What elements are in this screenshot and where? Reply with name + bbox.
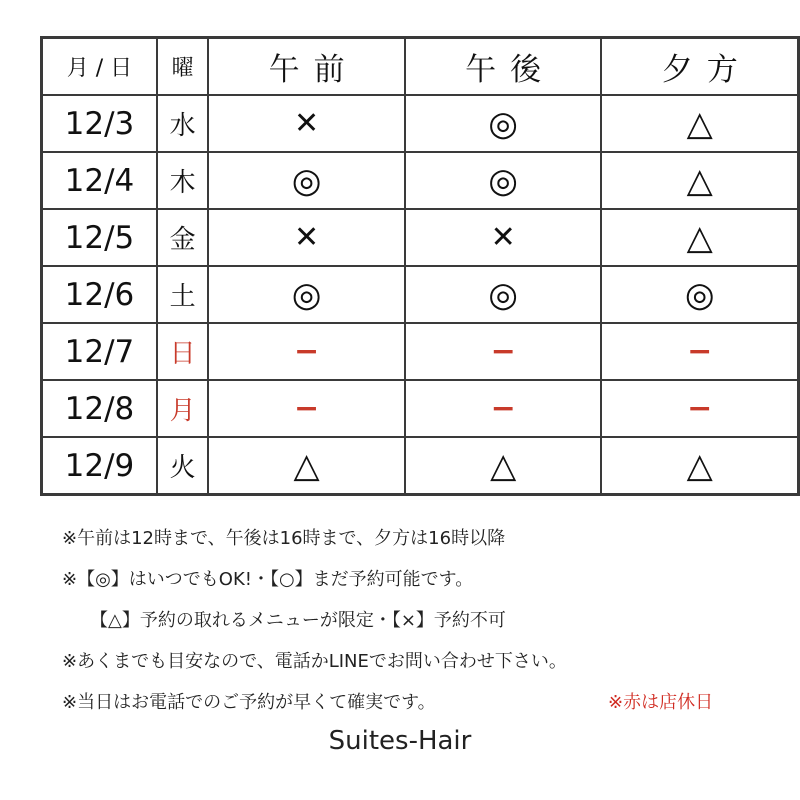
tri-mark-icon: △ (686, 103, 713, 144)
dash-mark-icon: − (490, 333, 516, 369)
row-date: 12/7 (42, 323, 157, 380)
table-row (42, 323, 799, 380)
slot-afternoon (405, 95, 602, 152)
note-contact: ※あくまでも目安なので、電話かLINEでお問い合わせ下さい。 (62, 651, 567, 672)
tri-mark-icon: △ (686, 160, 713, 201)
dash-mark-icon: − (687, 390, 713, 426)
table-row (42, 209, 799, 266)
header-evening: 夕方 (601, 38, 798, 96)
header-afternoon: 午後 (405, 38, 602, 96)
row-weekday: 日 (157, 323, 208, 380)
double-mark-icon: ◎ (291, 160, 322, 201)
double-mark-icon: ◎ (488, 274, 518, 315)
dash-mark-icon: − (490, 390, 516, 426)
slot-afternoon (405, 152, 602, 209)
slot-afternoon (405, 266, 602, 323)
brand-name: Suites-Hair (328, 726, 472, 756)
note-same-day (62, 682, 762, 723)
row-date: 12/9 (42, 437, 157, 495)
row-date: 12/4 (42, 152, 157, 209)
double-mark-icon: ◎ (488, 103, 518, 144)
slot-morning (208, 95, 405, 152)
row-date: 12/6 (42, 266, 157, 323)
row-weekday: 金 (157, 209, 208, 266)
table-row (42, 152, 799, 209)
slot-evening (601, 323, 798, 380)
slot-afternoon (405, 209, 602, 266)
header-date: 月 / 日 (42, 38, 157, 96)
note-hours: ※午前は12時まで、午後は16時まで、夕方は16時以降 (62, 528, 506, 549)
tri-mark-icon: △ (293, 445, 320, 486)
slot-morning (208, 152, 405, 209)
row-date: 12/3 (42, 95, 157, 152)
tri-mark-icon: △ (490, 445, 517, 486)
note-legend-2: 【△】予約の取れるメニューが限定・【×】予約不可 (90, 610, 506, 631)
notes (62, 518, 762, 723)
slot-morning (208, 323, 405, 380)
table-row (42, 437, 799, 495)
cross-mark-icon: ✕ (294, 105, 320, 141)
tri-mark-icon: △ (686, 217, 713, 258)
cross-mark-icon: ✕ (490, 219, 516, 255)
slot-morning (208, 380, 405, 437)
row-date: 12/8 (42, 380, 157, 437)
slot-evening (601, 152, 798, 209)
double-mark-icon: ◎ (684, 274, 715, 315)
double-mark-icon: ◎ (488, 160, 518, 201)
note-legend-1: ※【◎】はいつでもOK!・【○】まだ予約可能です。 (62, 569, 474, 590)
slot-morning (208, 266, 405, 323)
slot-evening (601, 95, 798, 152)
slot-evening (601, 437, 798, 495)
slot-morning (208, 437, 405, 495)
row-weekday: 木 (157, 152, 208, 209)
dash-mark-icon: − (294, 390, 320, 426)
row-weekday: 土 (157, 266, 208, 323)
slot-morning (208, 209, 405, 266)
slot-afternoon (405, 323, 602, 380)
note-closed-day: ※赤は店休日 (608, 692, 714, 713)
slot-evening (601, 380, 798, 437)
table-row (42, 95, 799, 152)
row-weekday: 月 (157, 380, 208, 437)
note-same-day-text: ※当日はお電話でのご予約が早くて確実です。 (62, 692, 436, 713)
cross-mark-icon: ✕ (294, 219, 320, 255)
double-mark-icon: ◎ (291, 274, 322, 315)
table-row (42, 380, 799, 437)
header-day: 曜 (157, 38, 208, 96)
dash-mark-icon: − (294, 333, 320, 369)
row-weekday: 水 (157, 95, 208, 152)
row-weekday: 火 (157, 437, 208, 495)
header-morning: 午前 (208, 38, 405, 96)
header-row (42, 38, 799, 96)
slot-evening (601, 266, 798, 323)
slot-afternoon (405, 437, 602, 495)
table-row (42, 266, 799, 323)
dash-mark-icon: − (687, 333, 713, 369)
row-date: 12/5 (42, 209, 157, 266)
slot-afternoon (405, 380, 602, 437)
schedule-table (40, 36, 800, 496)
slot-evening (601, 209, 798, 266)
tri-mark-icon: △ (686, 445, 713, 486)
